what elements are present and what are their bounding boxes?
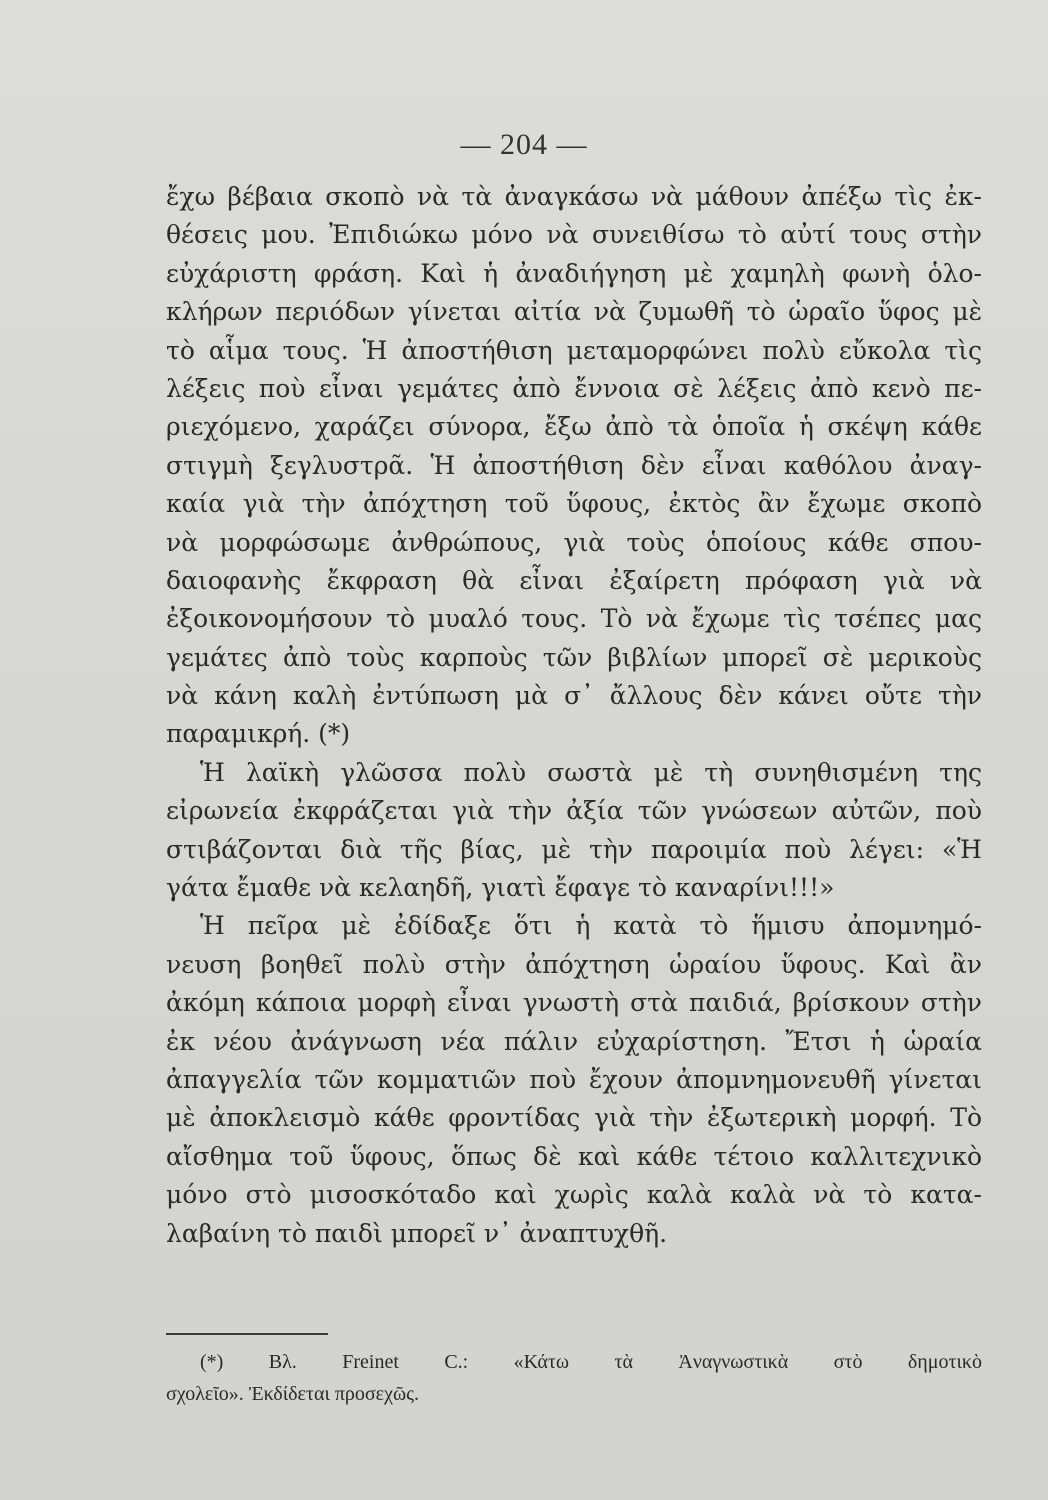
text-line: ἀκόμη κάποια μορφὴ εἶναι γνωστὴ στὰ παιδιά, βρίσκουν στὴν	[166, 988, 982, 1018]
text-line: γάτα ἔμαθε νὰ κελαηδῆ, γιατὶ ἔφαγε τὸ καναρίνι!!!»	[166, 873, 835, 903]
text-line: τὸ αἷμα τους. Ἡ ἀποστήθιση μεταμορφώνει πολὺ εὔκολα τὶς	[166, 335, 982, 365]
text-line: εὐχάριστη φράση. Καὶ ἡ ἀναδιήγηση μὲ χαμηλὴ φωνὴ ὁλο-	[166, 258, 982, 288]
footnote-line: (*) Βλ. Freinet C.: «Κάτω τὰ Ἀναγνωστικὰ στὸ δημοτικὸ	[200, 1351, 982, 1373]
body-text	[166, 178, 982, 1253]
text-line: νευση βοηθεῖ πολὺ στὴν ἀπόχτηση ὡραίου ὕφους. Καὶ ἂν	[166, 949, 982, 979]
text-line: καία γιὰ τὴν ἀπόχτηση τοῦ ὕφους, ἐκτὸς ἂν ἔχωμε σκοπὸ	[166, 489, 982, 519]
text-line: ριεχόμενο, χαράζει σύνορα, ἔξω ἀπὸ τὰ ὁποῖα ἡ σκέψη κάθε	[166, 412, 982, 442]
text-line: μόνο στὸ μισοσκόταδο καὶ χωρὶς καλὰ καλὰ νὰ τὸ κατα-	[166, 1180, 982, 1210]
text-line: ἔχω βέβαια σκοπὸ νὰ τὰ ἀναγκάσω νὰ μάθουν ἀπέξω τὶς ἐκ-	[166, 182, 982, 211]
paragraph-start-line: Ἡ πεῖρα μὲ ἐδίδαξε ὅτι ἡ κατὰ τὸ ἥμισυ ἀπομνημό-	[200, 911, 982, 941]
text-line: λέξεις ποὺ εἶναι γεμάτες ἀπὸ ἔννοια σὲ λέξεις ἀπὸ κενὸ πε-	[166, 373, 982, 403]
text-line: μὲ ἀποκλεισμὸ κάθε φροντίδας γιὰ τὴν ἐξωτερικὴ μορφή. Τὸ	[166, 1103, 982, 1133]
paragraph-start-line: Ἡ λαϊκὴ γλῶσσα πολὺ σωστὰ μὲ τὴ συνηθισμένη της	[200, 757, 982, 787]
text-line: νὰ κάνη καλὴ ἐντύπωση μὰ σ᾿ ἄλλους δὲν κάνει οὔτε τὴν	[166, 681, 982, 711]
text-line: δαιοφανὴς ἔκφραση θὰ εἶναι ἐξαίρετη πρόφαση γιὰ νὰ	[166, 565, 982, 595]
footnote	[166, 1346, 982, 1410]
text-line: ἀπαγγελία τῶν κομματιῶν ποὺ ἔχουν ἀπομνημονευθῆ γίνεται	[166, 1064, 982, 1094]
text-line: στιγμὴ ξεγλυστρᾶ. Ἡ ἀποστήθιση δὲν εἶναι καθόλου ἀναγ-	[166, 450, 982, 480]
text-line: λαβαίνη τὸ παιδὶ μπορεῖ ν᾿ ἀναπτυχθῆ.	[166, 1218, 668, 1248]
text-line: ἐκ νέου ἀνάγνωση νέα πάλιν εὐχαρίστηση. Ἔτσι ἡ ὡραία	[166, 1026, 982, 1056]
footnote-rule	[166, 1333, 328, 1335]
text-line: γεμάτες ἀπὸ τοὺς καρποὺς τῶν βιβλίων μπορεῖ σὲ μερικοὺς	[166, 642, 982, 672]
text-line: θέσεις μου. Ἐπιδιώκω μόνο νὰ συνειθίσω τὸ αὐτί τους στὴν	[166, 220, 982, 250]
text-line: εἰρωνεία ἐκφράζεται γιὰ τὴν ἀξία τῶν γνώσεων αὐτῶν, ποὺ	[166, 796, 982, 826]
footnote-line: σχολεῖο». Ἐκδίδεται προσεχῶς.	[166, 1383, 420, 1405]
text-line: παραμικρή. (*)	[166, 719, 351, 749]
text-line: στιβάζονται διὰ τῆς βίας, μὲ τὴν παροιμία ποὺ λέγει: «Ἡ	[166, 834, 982, 864]
text-line: κλήρων περιόδων γίνεται αἰτία νὰ ζυμωθῆ τὸ ὡραῖο ὕφος μὲ	[166, 297, 982, 327]
text-line: ἐξοικονομήσουν τὸ μυαλό τους. Τὸ νὰ ἔχωμε τὶς τσέπες μας	[166, 604, 982, 634]
page-number: — 204 —	[460, 128, 588, 161]
text-line: αἴσθημα τοῦ ὕφους, ὅπως δὲ καὶ κάθε τέτοιο καλλιτεχνικὸ	[166, 1141, 982, 1171]
text-line: νὰ μορφώσωμε ἀνθρώπους, γιὰ τοὺς ὁποίους κάθε σπου-	[166, 527, 982, 557]
